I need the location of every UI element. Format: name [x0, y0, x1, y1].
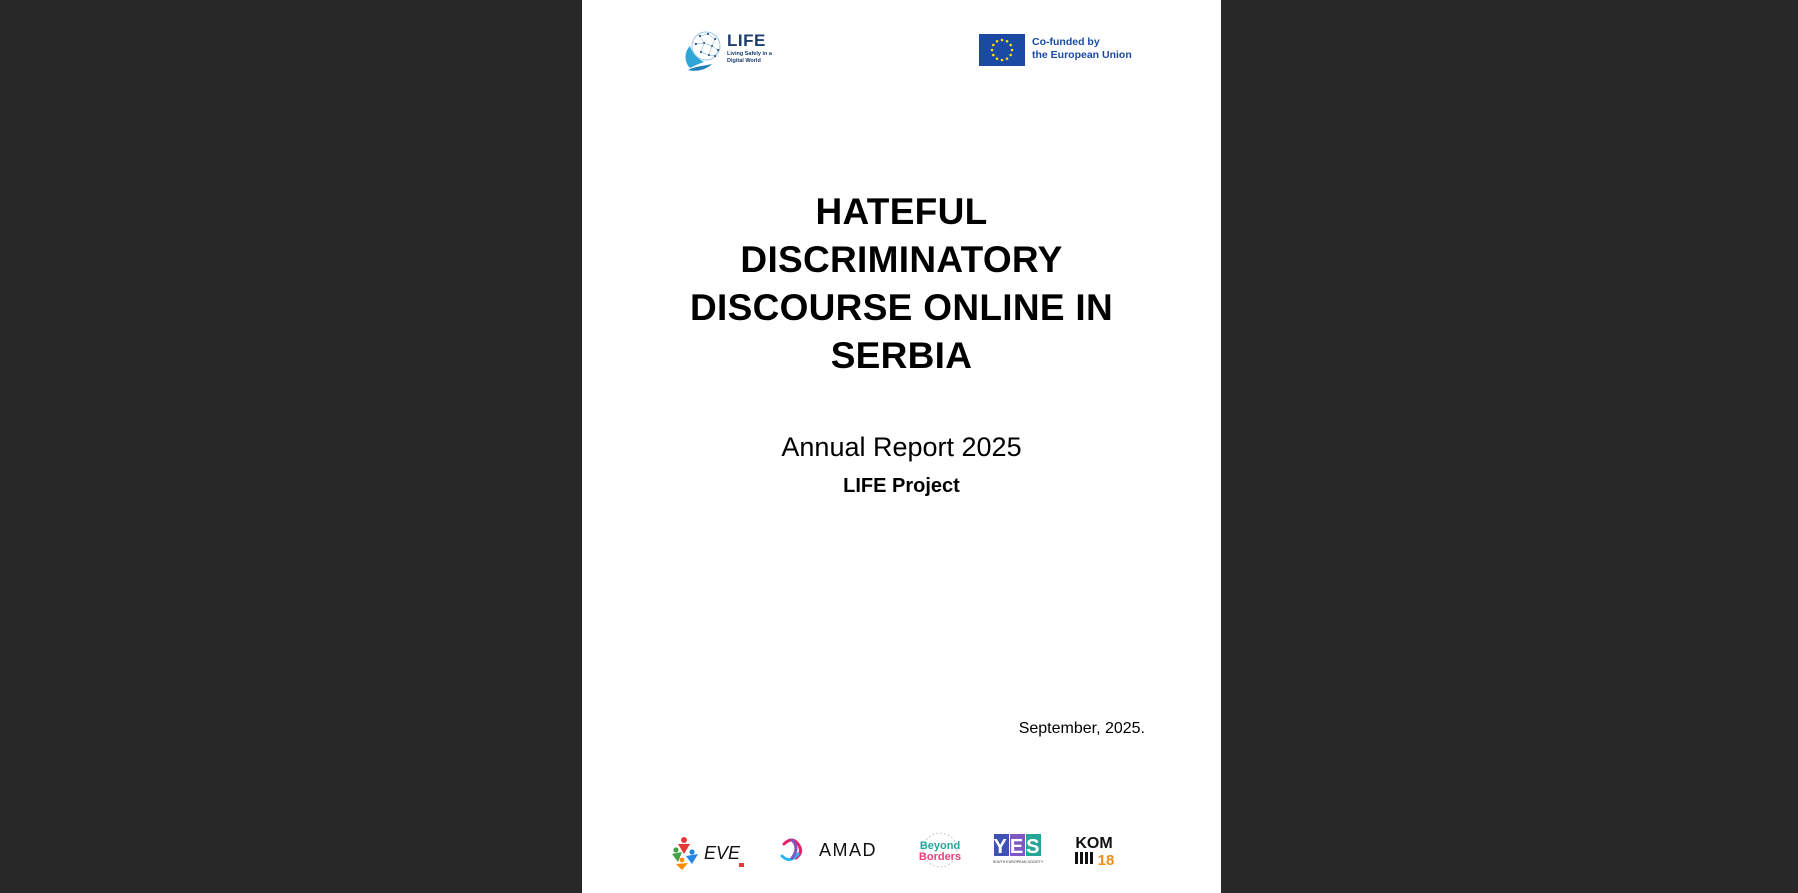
life-logo: [682, 28, 812, 76]
title-line: DISCOURSE ONLINE IN: [689, 287, 1114, 328]
document-date: September, 2025.: [1018, 720, 1145, 737]
amad-knot-icon: [782, 840, 801, 860]
life-globe-icon: [682, 28, 724, 72]
eve-logo: [670, 830, 746, 870]
yes-logo-text: YES: [993, 836, 1043, 858]
eve-figures-icon: [672, 837, 698, 870]
title-line: HATEFUL: [815, 191, 988, 232]
title-line: SERBIA: [830, 335, 973, 376]
life-logo-subtitle: Living Safely in a Digital World: [727, 51, 772, 64]
title-line: DISCRIMINATORY: [740, 239, 1063, 280]
eu-flag-icon: [979, 34, 1025, 66]
beyond-borders-logo: [914, 830, 966, 870]
life-logo-title: LIFE: [727, 31, 766, 50]
document-subtitle: Annual Report 2025: [781, 432, 1022, 462]
partner-logos: [582, 830, 1221, 874]
kom18-line1: KOM: [1075, 835, 1113, 852]
eve-logo-text: EVE: [703, 843, 741, 863]
beyond-borders-line2: Borders: [918, 851, 962, 863]
document-page: [582, 0, 1221, 893]
beyond-borders-line1: Beyond: [919, 840, 961, 852]
project-name: LIFE Project: [843, 475, 960, 497]
document-title: [582, 188, 1221, 380]
yes-logo: [992, 830, 1046, 870]
kom18-figures-icon: [1075, 852, 1093, 864]
eu-logo-line2: the European Union: [1032, 48, 1132, 61]
kom18-logo: [1072, 830, 1120, 870]
amad-logo-text: AMAD: [818, 840, 878, 860]
kom18-line2: 18: [1097, 852, 1115, 869]
amad-logo: [778, 830, 890, 870]
yes-logo-subtitle: SOUTH EUROPEAN SOCIETY: [992, 860, 1044, 864]
eu-logo-line1: Co-funded by: [1032, 36, 1100, 48]
